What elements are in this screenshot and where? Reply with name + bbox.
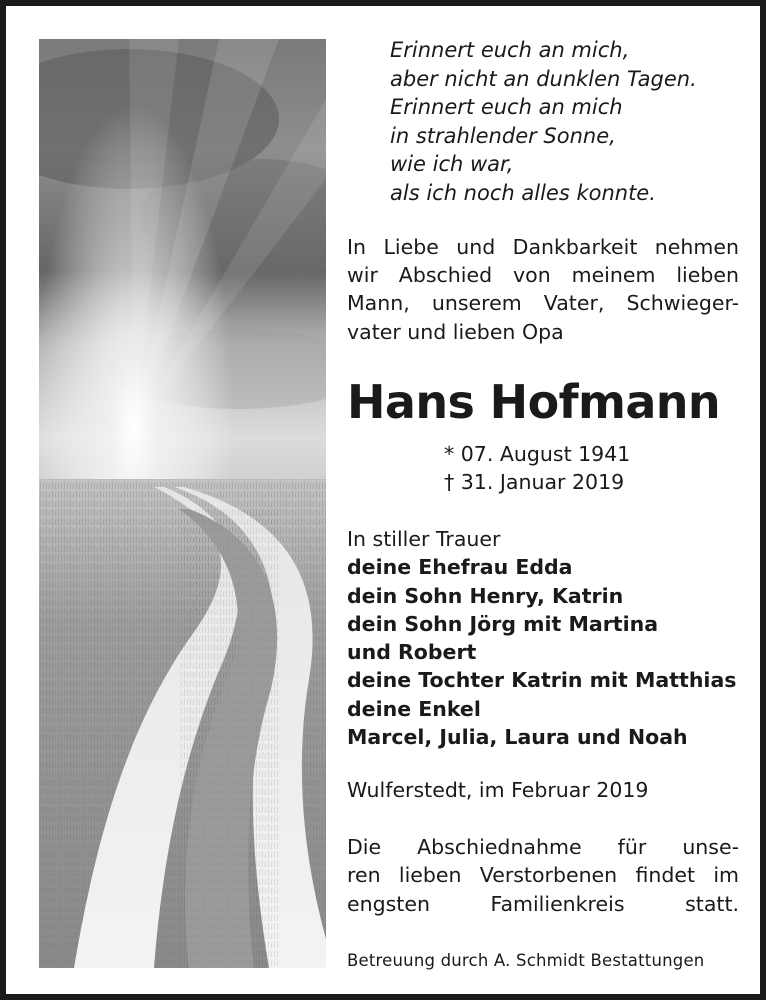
intro-text <box>347 233 739 346</box>
word: Vater, <box>543 291 605 316</box>
word: findet <box>635 863 696 888</box>
word: Dankbarkeit <box>512 235 638 259</box>
word: meinem <box>571 263 656 288</box>
poem-line: als ich noch alles konnte. <box>390 180 656 205</box>
word: In <box>347 235 367 259</box>
sunlit-path-illustration <box>39 39 326 968</box>
deceased-name: Hans Hofmann <box>347 375 721 429</box>
birth-date: * 07. August 1941 <box>444 442 631 466</box>
poem <box>390 36 750 208</box>
mourners-block <box>347 525 739 751</box>
word: Familienkreis <box>490 891 625 916</box>
word: unserem <box>431 291 522 316</box>
mourner-line: dein Sohn Jörg mit Martina <box>347 611 659 636</box>
poem-line: in strahlender Sonne, <box>390 123 616 148</box>
word: für <box>617 835 647 859</box>
word: lieben <box>398 863 462 888</box>
mourners-heading: In stiller Trauer <box>347 527 501 551</box>
mourner-line: deine Tochter Katrin mit Matthias <box>347 668 737 693</box>
word: unse- <box>682 835 739 859</box>
word: Abschiednahme <box>417 835 582 859</box>
word: von <box>513 263 551 288</box>
word: im <box>713 863 739 888</box>
notice-line <box>347 890 739 918</box>
poem-line: wie ich war, <box>390 152 514 177</box>
word: ren <box>347 863 381 888</box>
word: und <box>456 235 496 259</box>
word: Verstorbenen <box>479 863 618 888</box>
mourner-line: dein Sohn Henry, Katrin <box>347 583 624 608</box>
notice-line <box>347 833 739 861</box>
farewell-notice <box>347 833 739 918</box>
intro-line <box>347 233 739 261</box>
life-dates <box>444 440 744 496</box>
word: Schwieger- <box>626 291 739 316</box>
word: engsten <box>347 891 430 916</box>
word: wir <box>347 263 378 288</box>
mourner-line: Marcel, Julia, Laura und Noah <box>347 725 688 750</box>
sunlit-path-photo <box>39 39 326 968</box>
poem-line: Erinnert euch an mich <box>390 95 623 120</box>
place-and-date: Wulferstedt, im Februar 2019 <box>347 778 649 802</box>
death-date: † 31. Januar 2019 <box>444 470 625 494</box>
word: Liebe <box>383 235 439 259</box>
word: Mann, <box>347 291 410 316</box>
middle-grass-texture <box>179 509 279 968</box>
intro-line <box>347 261 739 289</box>
word: lieben <box>676 263 739 288</box>
word: statt. <box>685 891 739 916</box>
word: Die <box>347 835 382 859</box>
intro-line: vater und lieben Opa <box>347 319 564 344</box>
word: nehmen <box>654 235 739 259</box>
mourner-line: deine Enkel <box>347 696 481 721</box>
mourner-line: deine Ehefrau Edda <box>347 555 573 580</box>
poem-line: aber nicht an dunklen Tagen. <box>390 66 697 91</box>
undertaker-credit: Betreuung durch A. Schmidt Bestattungen <box>347 951 705 970</box>
intro-line <box>347 289 739 317</box>
notice-line <box>347 861 739 889</box>
mourner-line: und Robert <box>347 640 477 665</box>
poem-line: Erinnert euch an mich, <box>390 38 630 62</box>
word: Abschied <box>398 263 493 288</box>
